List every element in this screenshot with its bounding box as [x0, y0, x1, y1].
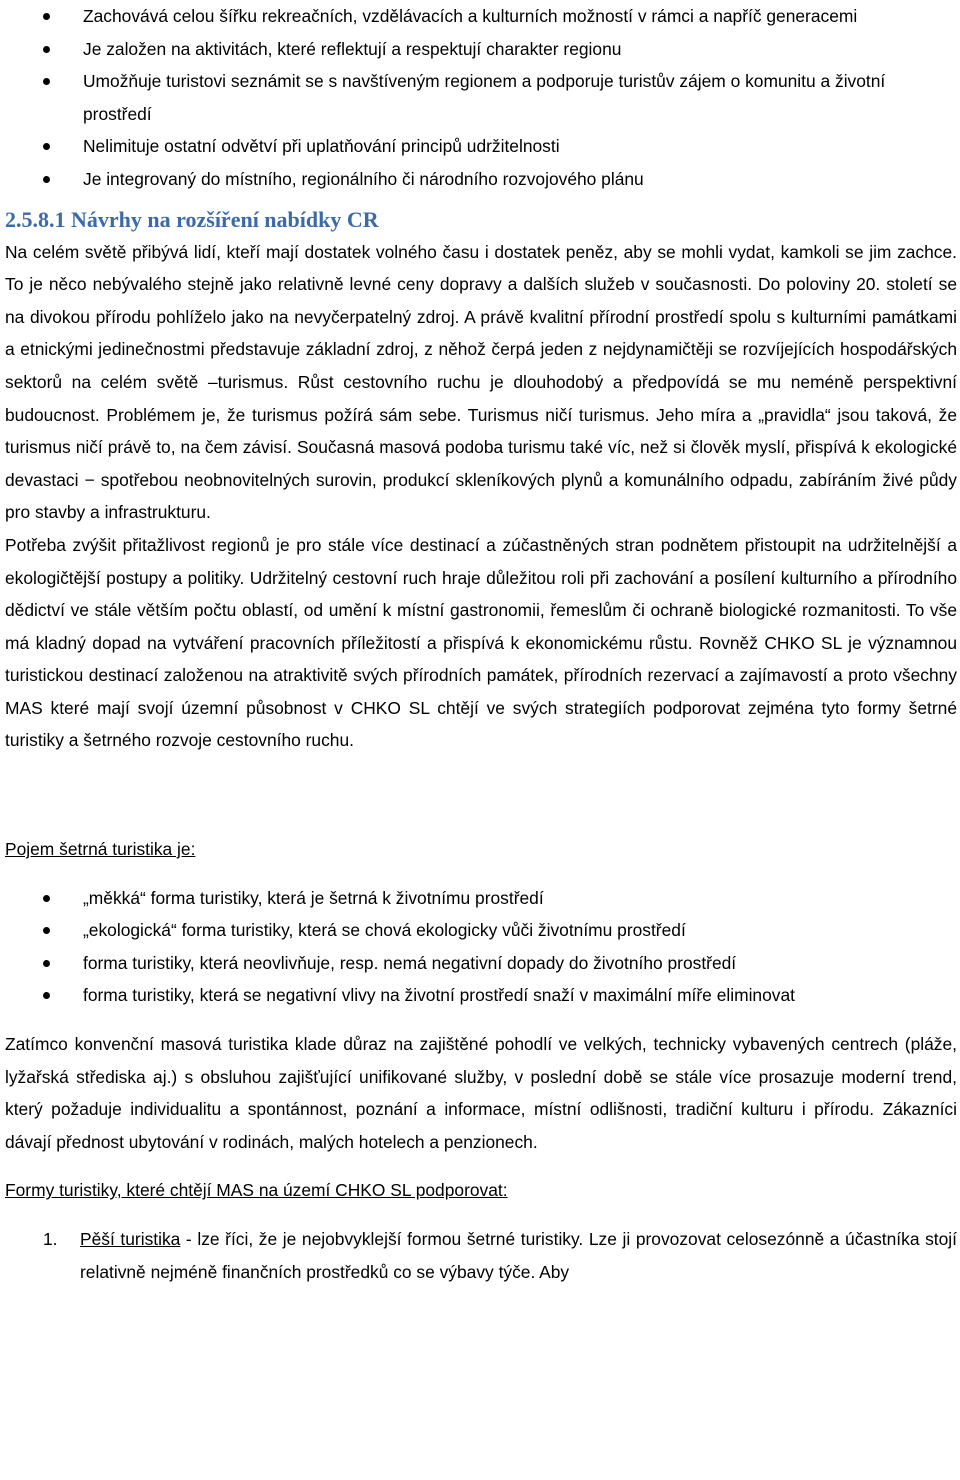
- forms-heading: Formy turistiky, které chtějí MAS na území CHKO SL podporovat:: [5, 1180, 508, 1201]
- list-number: 1.: [43, 1229, 58, 1249]
- spacer: [5, 1012, 957, 1028]
- spacer: [5, 757, 957, 833]
- spacer: [5, 1207, 957, 1223]
- definition-list: [5, 882, 957, 1012]
- forms-list: [5, 1223, 957, 1288]
- list-item: „ekologická“ forma turistiky, která se chová ekologicky vůči životnímu prostředí: [5, 914, 957, 947]
- definition-heading: Pojem šetrná turistika je:: [5, 839, 196, 860]
- form-description: - lze říci, že je nejobvyklejší formou šetrné turistiky. Lze ji provozovat celosezónně a účastníka stojí relativně nejméně finančních prostředků co se výbavy týče. Aby: [80, 1229, 957, 1282]
- list-item: [5, 1223, 957, 1288]
- list-item: Zachovává celou šířku rekreačních, vzdělávacích a kulturních možností v rámci a napříč generacemi: [5, 0, 957, 33]
- list-item: Je integrovaný do místního, regionálního či národního rozvojového plánu: [5, 163, 957, 196]
- list-item: „měkká“ forma turistiky, která je šetrná k životnímu prostředí: [5, 882, 957, 915]
- paragraph-tourism-growth: Na celém světě přibývá lidí, kteří mají dostatek volného času i dostatek peněz, aby se mohli vydat, kamkoli se jim zachce. To je něco nebývalého stejně jako relativně levné ceny dopravy a dalších služeb v současnosti. Do poloviny 20. století se na divokou přírodu pohlíželo jako na nevyčerpatelný zdroj. A právě kvalitní přírodní prostředí spolu s kulturními památkami a etnickými jedinečnostmi představuje základní zdroj, z něhož čerpá jeden z nejdynamičtěji se rozvíjejících hospodářských sektorů na celém světě –turismus. Růst cestovního ruchu je dlouhodobý a předpovídá se mu neméně perspektivní budoucnost. Problémem je, že turismus požírá sám sebe. Turismus ničí turismus. Jeho míra a „pravidla“ jsou taková, že turismus ničí právě to, na čem závisí. Současná masová podoba turismu také víc, než si člověk myslí, přispívá k ekologické devastaci − spotřebou neobnovitelných surovin, produkcí skleníkových plynů a komunálního odpadu, zabíráním živé půdy pro stavby a infrastrukturu.: [5, 241, 957, 523]
- form-term: Pěší turistika: [80, 1229, 181, 1249]
- sustainability-criteria-list: [5, 0, 957, 196]
- document-page: [5, 0, 957, 1288]
- list-item: Je založen na aktivitách, které reflektují a respektují charakter regionu: [5, 33, 957, 66]
- section-heading: 2.5.8.1 Návrhy na rozšíření nabídky CR: [5, 206, 379, 232]
- spacer: [5, 866, 957, 882]
- list-item: forma turistiky, která neovlivňuje, resp. nemá negativní dopady do životního prostředí: [5, 947, 957, 980]
- list-item: forma turistiky, která se negativní vlivy na životní prostředí snaží v maximální míře eliminovat: [5, 979, 957, 1012]
- list-item: Nelimituje ostatní odvětví při uplatňování principů udržitelnosti: [5, 130, 957, 163]
- paragraph-conventional-tourism: Zatímco konvenční masová turistika klade důraz na zajištěné pohodlí ve velkých, technicky vybavených centrech (pláže, lyžařská střediska aj.) s obsluhou zajišťující unifikované služby, v poslední době se stále více prosazuje moderní trend, který požaduje individualitu a spontánnost, poznání a informace, místní odlišnosti, tradiční kulturu i přírodu. Zákazníci dávají přednost ubytování v rodinách, malých hotelech a penzionech.: [5, 1034, 957, 1152]
- spacer: [5, 1158, 957, 1174]
- list-item: Umožňuje turistovi seznámit se s navštíveným regionem a podporuje turistův zájem o komunitu a životní prostředí: [5, 65, 957, 130]
- paragraph-regional-attractiveness: Potřeba zvýšit přitažlivost regionů je pro stále více destinací a zúčastněných stran podnětem přistoupit na udržitelnější a ekologičtější postupy a politiky. Udržitelný cestovní ruch hraje důležitou roli při zachování a posílení kulturního a přírodního dědictví ve stále větším počtu oblastí, od umění k místní gastronomii, řemeslům či ochraně biologické rozmanitosti. To vše má kladný dopad na vytváření pracovních příležitostí a přispívá k ekonomickému růstu. Rovněž CHKO SL je významnou turistickou destinací založenou na atraktivitě svých přírodních památek, přírodních rezervací a zajímavostí a proto všechny MAS které mají svojí územní působnost v CHKO SL chtějí ve svých strategiích podporovat zejména tyto formy šetrné turistiky a šetrného rozvoje cestovního ruchu.: [5, 534, 957, 751]
